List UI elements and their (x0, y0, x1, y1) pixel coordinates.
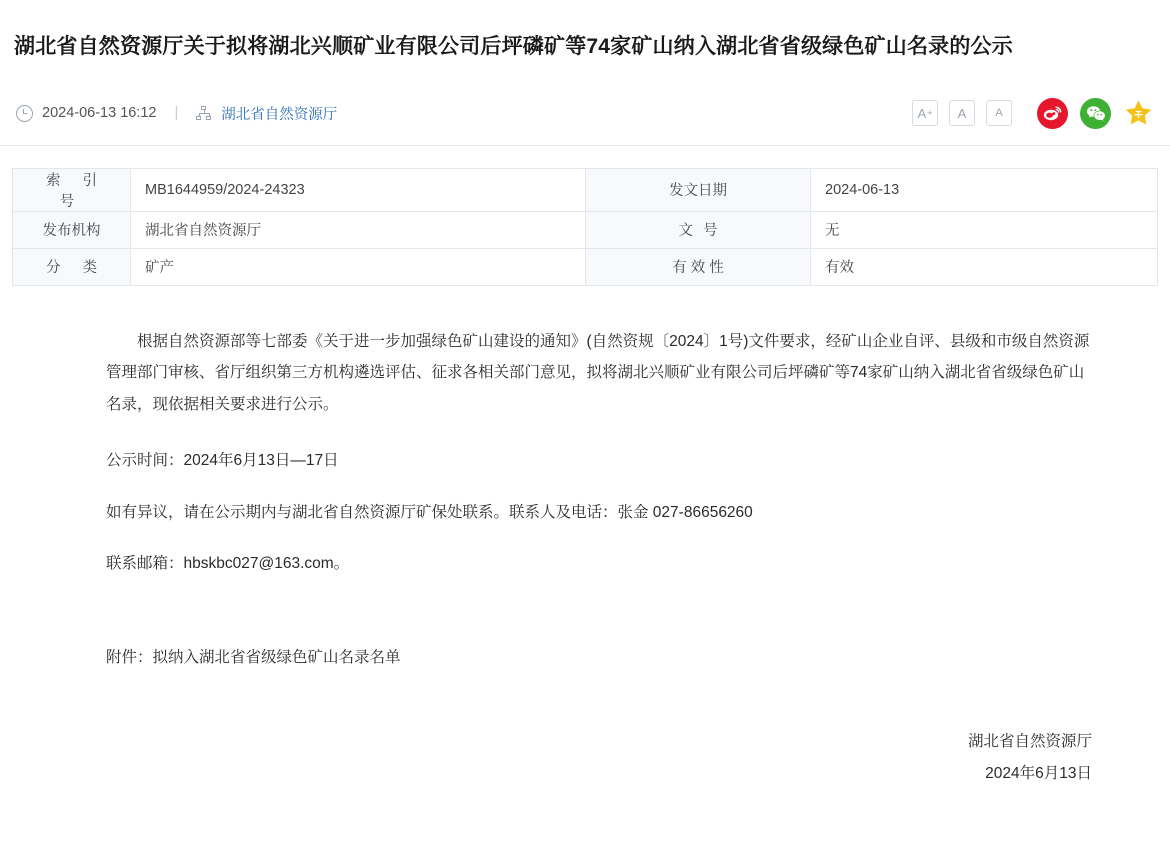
signature-block (0, 726, 1170, 791)
info-label-doc-number-text: 文 号 (678, 223, 721, 240)
document-info-table (12, 168, 1158, 286)
font-size-large-label: A (917, 105, 927, 121)
font-size-small-button[interactable] (986, 100, 1012, 126)
font-size-medium-label: A (957, 105, 967, 121)
signature-date: 2024年6月13日 (985, 765, 1092, 783)
weibo-share-icon[interactable] (1037, 98, 1068, 129)
info-label-category (13, 248, 131, 285)
info-label-issue-date-text: 发文日期 (669, 183, 727, 200)
publish-date: 2024-06-13 16:12 (42, 105, 157, 122)
signature-organization: 湖北省自然资源厅 (967, 732, 1092, 750)
document-page (0, 14, 1170, 849)
table-row (13, 168, 1158, 211)
article-body (0, 326, 1170, 674)
info-value-issue-date: 2024-06-13 (811, 168, 1158, 211)
font-size-large-sup: + (927, 107, 933, 118)
font-size-small-label: A (995, 106, 1003, 119)
table-row (13, 211, 1158, 248)
info-label-validity (586, 248, 811, 285)
info-value-index: MB1644959/2024-24323 (131, 168, 586, 211)
share-icon-group (1037, 98, 1154, 129)
organization-icon (196, 106, 212, 121)
info-value-doc-number: 无 (811, 211, 1158, 248)
info-value-publisher: 湖北省自然资源厅 (131, 211, 586, 248)
info-label-validity-text: 有 效 性 (672, 260, 724, 277)
info-label-category-text: 分 类 (45, 260, 107, 277)
info-value-validity: 有效 (811, 248, 1158, 285)
wechat-share-icon[interactable] (1080, 98, 1111, 129)
clock-icon (16, 105, 33, 122)
body-paragraph-4: 联系邮箱：hbskbc027@163.com。 (106, 555, 350, 573)
favorite-star-icon[interactable] (1123, 98, 1154, 129)
info-label-index-text: 索 引 号 (45, 172, 107, 210)
body-paragraph-3: 如有异议，请在公示期内与湖北省自然资源厅矿保处联系。联系人及电话：张金 027-86656260 (106, 503, 753, 521)
article-meta-bar (0, 76, 1170, 146)
font-size-medium-button[interactable] (949, 100, 975, 126)
source-link[interactable]: 湖北省自然资源厅 (221, 106, 338, 123)
info-label-publisher-text: 发布机构 (42, 223, 101, 240)
info-label-publisher (13, 211, 131, 248)
info-label-doc-number (586, 211, 811, 248)
meta-separator: | (174, 105, 179, 122)
page-title: 湖北省自然资源厅关于拟将湖北兴顺矿业有限公司后坪磷矿等74家矿山纳入湖北省省级绿色矿山名录的公示 (14, 35, 1013, 59)
font-size-large-button[interactable] (912, 100, 938, 126)
body-paragraph-2: 公示时间：2024年6月13日—17日 (106, 451, 339, 469)
meta-left-group (16, 103, 337, 124)
info-label-index (13, 168, 131, 211)
info-value-category: 矿产 (131, 248, 586, 285)
info-label-issue-date (586, 168, 811, 211)
body-paragraph-1: 根据自然资源部等七部委《关于进一步加强绿色矿山建设的通知》(自然资规〔2024〕1号)文件要求，经矿山企业自评、县级和市级自然资源管理部门审核、省厅组织第三方机构遴选评估、征求各相关部门意见，拟将湖北兴顺矿业有限公司后坪磷矿等74家矿山纳入湖北省省级绿色矿山名录，现依据相关要求进行公示。 (106, 332, 1090, 414)
meta-right-group (912, 98, 1154, 129)
attachment-line: 附件：拟纳入湖北省省级绿色矿山名录名单 (106, 649, 401, 667)
table-row (13, 248, 1158, 285)
